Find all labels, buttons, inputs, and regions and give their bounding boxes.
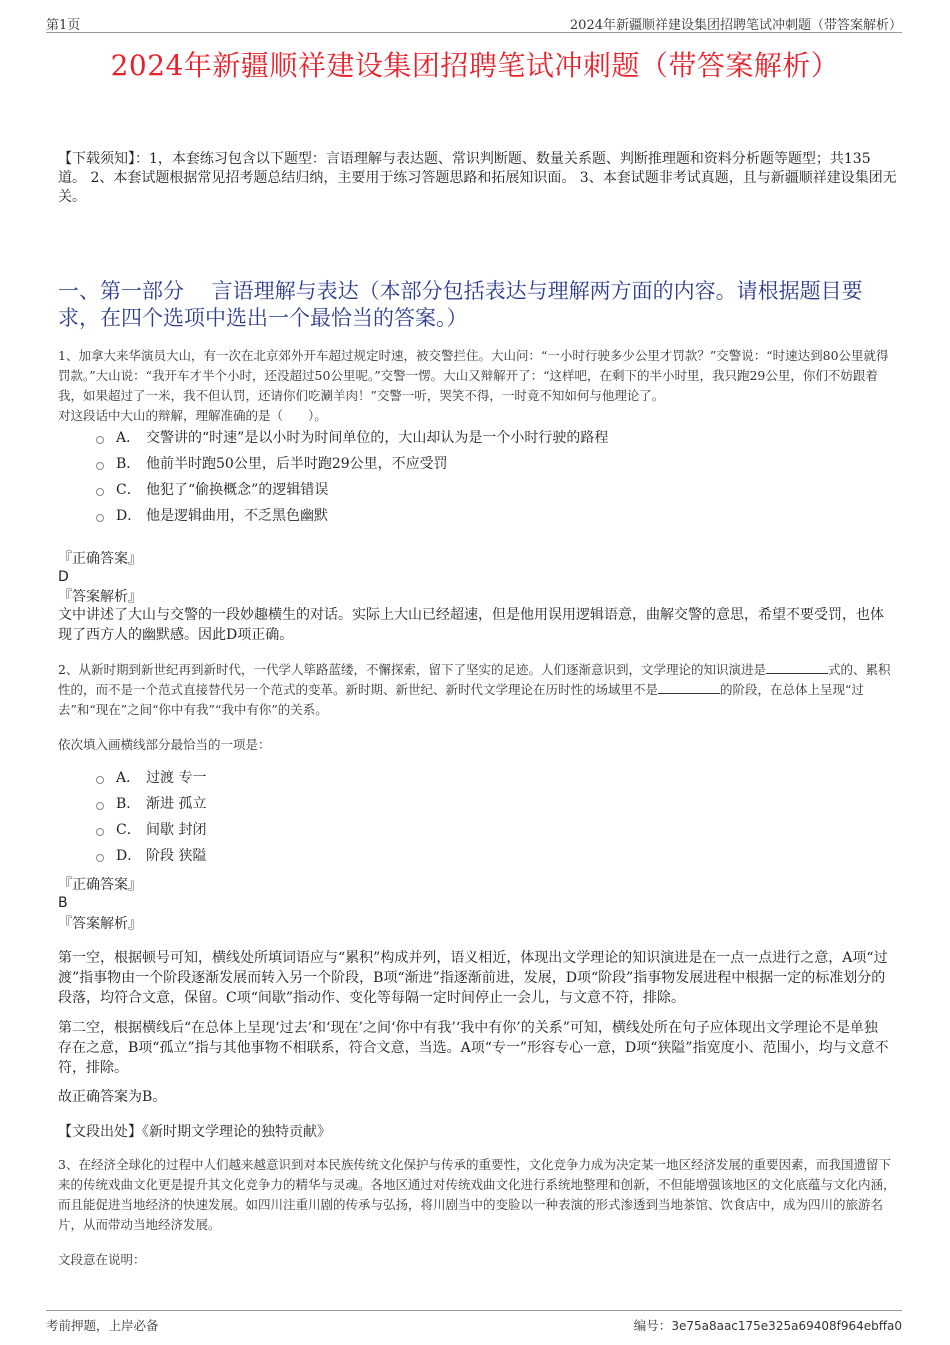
page-number: 第1页 xyxy=(46,18,81,33)
header-divider xyxy=(46,32,902,33)
question-3-stem: 3、在经济全球化的过程中人们越来越意识到对本民族传统文化保护与传承的重要性，文化竞争力成为决定某一地区经济发展的重要因素，而我国遗留下来的传统戏曲文化更是提升其文化竞争力的精华与灵魂。各地区通过对传统戏曲文化进行系统地整理和创新，不但能增强该地区的文化底蕴与文化内涵，而且能促进当地经济的快速发展。如四川注重川剧的传承与弘扬，将川剧当中的变脸以一种表演的形式渗透到当地茶馆、饮食店中，成为四川的旅游名片，从而带动当地经济发展。 xyxy=(58,1157,896,1232)
document-title: 2024年新疆顺祥建设集团招聘笔试冲刺题（带答案解析） xyxy=(110,49,840,82)
question-1-options xyxy=(96,425,608,529)
option-text: 交警讲的“时速”是以小时为时间单位的，大山却认为是一个小时行驶的路程 xyxy=(146,430,609,446)
analysis-heading: 『答案解析』 xyxy=(58,589,142,605)
option-text: 阶段 狭隘 xyxy=(146,848,207,864)
analysis-text: 文中讲述了大山与交警的一段妙趣横生的对话。实际上大山已经超速，但是他用误用逻辑语意，曲解交警的意思，希望不要受罚，也体现了西方人的幽默感。因此D项正确。 xyxy=(58,607,884,643)
answer-value: D xyxy=(58,569,69,585)
radio-icon[interactable] xyxy=(96,514,104,522)
document-code xyxy=(634,1316,902,1334)
option-text: 过渡 专一 xyxy=(146,770,207,786)
option-label: A． xyxy=(116,430,141,446)
radio-icon[interactable] xyxy=(96,436,104,444)
option-text: 他是逻辑曲用，不乏黑色幽默 xyxy=(146,508,328,524)
option-text: 渐进 孤立 xyxy=(146,796,207,812)
analysis-heading: 『答案解析』 xyxy=(58,916,142,932)
analysis-paragraph-2: 第二空，根据横线后“在总体上呈现‘过去’和‘现在’之间‘你中有我’‘我中有你’的关系”可知，横线处所在句子应体现出文学理论不是单独存在之意，B项“孤立”指与其他事物不相联系，符合文意，当选。A项“专一”形容专心一意，D项“狭隘”指宽度小、范围小，均与文意不符，排除。 xyxy=(58,1020,889,1076)
question-2-options xyxy=(96,765,206,869)
radio-icon[interactable] xyxy=(96,488,104,496)
option-a[interactable] xyxy=(96,765,206,791)
radio-icon[interactable] xyxy=(96,854,104,862)
option-b[interactable] xyxy=(96,451,608,477)
question-2-stem xyxy=(58,660,898,720)
option-a[interactable] xyxy=(96,425,608,451)
option-label: D． xyxy=(116,848,142,864)
stem-text: 2、从新时期到新世纪再到新时代，一代学人筚路蓝缕，不懈探索，留下了坚实的足迹。人们逐渐意识到，文学理论的知识演进是 xyxy=(58,662,766,677)
question-3-prompt: 文段意在说明： xyxy=(58,1252,146,1267)
blank-line xyxy=(658,681,720,694)
radio-icon[interactable] xyxy=(96,776,104,784)
analysis-conclusion: 故正确答案为B。 xyxy=(58,1089,167,1105)
option-label: B． xyxy=(116,456,141,472)
blank-line xyxy=(766,661,828,674)
question-1-prompt: 对这段话中大山的辩解，理解准确的是（ ）。 xyxy=(58,408,327,423)
option-text: 他犯了“偷换概念”的逻辑错误 xyxy=(146,482,329,498)
question-1-stem: 1、加拿大来华演员大山，有一次在北京郊外开车超过规定时速，被交警拦住。大山问：“一小时行驶多少公里才罚款？”交警说：“时速达到80公里就得罚款。”大山说：“我开车才半个小时，还没超过50公里呢。”交警一愣。大山又辩解开了：“这样吧，在剩下的半小时里，我只跑29公里，你们不妨跟着我，如果超过了一米，我不但认罚，还请你们吃涮羊肉！”交警一听，哭笑不得，一时竟不知如何与他理论了。 xyxy=(58,348,889,403)
footer-divider xyxy=(46,1310,902,1311)
option-d[interactable] xyxy=(96,503,608,529)
code-value: 3e75a8aac175e325a69408f964ebffa0 xyxy=(671,1319,902,1333)
radio-icon[interactable] xyxy=(96,828,104,836)
option-c[interactable] xyxy=(96,477,608,503)
radio-icon[interactable] xyxy=(96,802,104,810)
code-label: 编号： xyxy=(633,1318,672,1333)
option-b[interactable] xyxy=(96,791,206,817)
radio-icon[interactable] xyxy=(96,462,104,470)
running-header-title: 2024年新疆顺祥建设集团招聘笔试冲刺题（带答案解析） xyxy=(569,18,902,33)
analysis-paragraph-1: 第一空，根据顿号可知，横线处所填词语应与“累积”构成并列，语义相近，体现出文学理论的知识演进是在一点一点进行之意，A项“过渡”指事物由一个阶段逐渐发展而转入另一个阶段，B项“渐进”指逐渐前进，发展，D项“阶段”指事物发展进程中根据一定的标准划分的段落，均符合文意，保留。C项“间歇”指动作、变化等每隔一定时间停止一会儿，与文意不符，排除。 xyxy=(58,950,888,1006)
option-c[interactable] xyxy=(96,817,206,843)
option-text: 间歇 封闭 xyxy=(146,822,207,838)
answer-heading: 『正确答案』 xyxy=(58,551,142,567)
answer-heading: 『正确答案』 xyxy=(58,877,142,893)
stem-text: 式的、累积性的，而不是一个范式直接替代另一个范式的变革。新时期、新世纪、新时代文学理论在历时性的场域里不是 xyxy=(58,662,891,697)
option-text: 他前半时跑50公里，后半时跑29公里，不应受罚 xyxy=(146,456,448,472)
option-label: D． xyxy=(116,508,142,524)
option-d[interactable] xyxy=(96,843,206,869)
stem-text: 的阶段，在总体上呈现“过去”和“现在”之间“你中有我”“我中有你”的关系。 xyxy=(58,682,864,717)
question-2-prompt: 依次填入画横线部分最恰当的一项是： xyxy=(58,737,271,752)
footer-slogan: 考前押题，上岸必备 xyxy=(46,1318,159,1333)
option-label: C． xyxy=(116,482,141,498)
option-label: C． xyxy=(116,822,141,838)
source-citation: 【文段出处】《新时期文学理论的独特贡献》 xyxy=(58,1124,331,1140)
answer-value: B xyxy=(58,895,68,911)
option-label: B． xyxy=(116,796,141,812)
download-notice: 【下载须知】：1，本套练习包含以下题型：言语理解与表达题、常识判断题、数量关系题、判断推理题和资料分析题等题型；共135道。 2、本套试题根据常见招考题总结归纳，主要用于练习答题思路和拓展知识面。 3、本套试题非考试真题，且与新疆顺祥建设集团无关。 xyxy=(58,151,897,205)
option-label: A． xyxy=(116,770,141,786)
section-title: 一、第一部分 言语理解与表达（本部分包括表达与理解两方面的内容。请根据题目要求，在四个选项中选出一个最恰当的答案。） xyxy=(58,279,863,330)
